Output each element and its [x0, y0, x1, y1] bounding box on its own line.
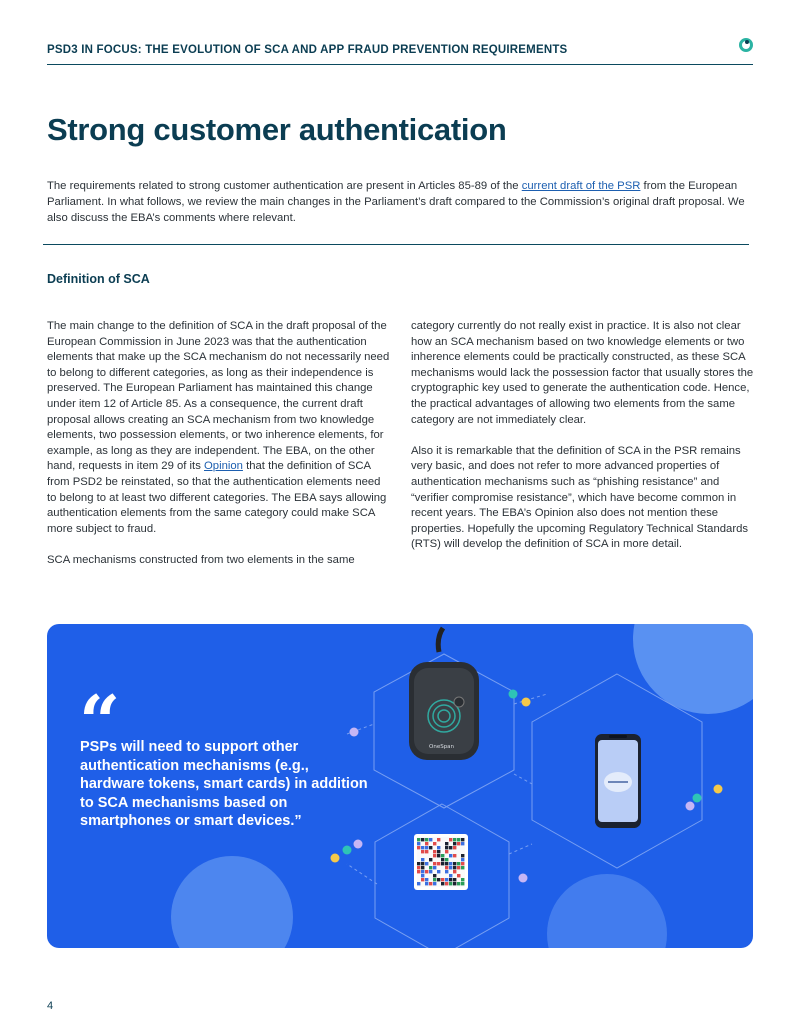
qr-cell [425, 846, 428, 849]
qr-cell [445, 842, 448, 845]
quote-mark-icon: “ [79, 679, 121, 764]
left-paragraph-2: SCA mechanisms constructed from two elements in the same [47, 553, 355, 566]
dot-yellow-2 [714, 785, 723, 794]
left-p1-text-end: that the definition of SCA from PSD2 be reinstated, so that the authentication elements need to belong to at least two different categories. The EBA says allowing authentication elements from the same category could make SCA more subject to fraud. [47, 460, 387, 535]
qr-cell [433, 842, 436, 845]
qr-cell [425, 870, 428, 873]
qr-cell [429, 838, 432, 841]
qr-cell [453, 838, 456, 841]
qr-cell [437, 838, 440, 841]
device-brand-label: OneSpan [429, 744, 455, 750]
qr-cell [421, 866, 424, 869]
qr-cell [453, 854, 456, 857]
qr-cell [453, 870, 456, 873]
qr-cell [453, 842, 456, 845]
qr-cell [437, 850, 440, 853]
dot-teal-3 [343, 846, 352, 855]
qr-cell [461, 854, 464, 857]
qr-cell [421, 878, 424, 881]
qr-cell [457, 874, 460, 877]
qr-cell [441, 854, 444, 857]
qr-cell [417, 862, 420, 865]
dot-lavender-2 [686, 802, 695, 811]
qr-cell [449, 878, 452, 881]
qr-cell [437, 870, 440, 873]
qr-cell [461, 878, 464, 881]
page-title: Strong customer authentication [47, 112, 507, 147]
qr-cell [453, 846, 456, 849]
left-paragraph-1 [47, 319, 392, 537]
qr-cell [441, 858, 444, 861]
qr-cell [437, 854, 440, 857]
dot-yellow-1 [522, 698, 531, 707]
qr-cell [445, 866, 448, 869]
intro-text-start: The requirements related to strong customer authentication are present in Articles 85-89 of the [47, 180, 522, 192]
quote-banner [47, 624, 753, 948]
qr-cell [445, 878, 448, 881]
qr-cell [417, 882, 420, 885]
qr-cell [461, 838, 464, 841]
qr-cell [457, 862, 460, 865]
qr-cell [461, 866, 464, 869]
qr-cell [425, 878, 428, 881]
qr-cell [433, 878, 436, 881]
qr-cell [449, 866, 452, 869]
onespan-logo-icon [739, 38, 753, 52]
page-number: 4 [47, 1000, 54, 1012]
page-header [47, 36, 753, 65]
section-heading: Definition of SCA [47, 272, 150, 286]
qr-cell [441, 878, 444, 881]
right-column [411, 319, 756, 569]
qr-cell [445, 846, 448, 849]
banner-quote: PSPs will need to support other authentication mechanisms (e.g., hardware tokens, smart cards) in addition to SCA mechanisms based on smartphones or smart devices.” [80, 739, 368, 829]
qr-cell [445, 882, 448, 885]
intro-text-end: from the European Parliament. In what follows, we review the main changes in the Parliament’s draft compared to the Commission’s original draft proposal. We also discuss the EBA’s comments where relevant. [47, 180, 745, 225]
section-divider [43, 244, 749, 245]
qr-cell [421, 850, 424, 853]
qr-cell [449, 874, 452, 877]
qr-cell [453, 878, 456, 881]
qr-cell [457, 838, 460, 841]
qr-cell [461, 882, 464, 885]
qr-cell [417, 866, 420, 869]
qr-cell [449, 854, 452, 857]
dot-yellow-3 [331, 854, 340, 863]
qr-cell [433, 874, 436, 877]
header-title: PSD3 IN FOCUS: THE EVOLUTION OF SCA AND APP FRAUD PREVENTION REQUIREMENTS [47, 44, 568, 56]
qr-code-card-icon [414, 834, 468, 890]
dot-lavender-4 [519, 874, 528, 883]
qr-cell [457, 866, 460, 869]
intro-paragraph [47, 178, 747, 227]
qr-cell [453, 866, 456, 869]
right-paragraph-2: Also it is remarkable that the definition of SCA in the PSR remains very basic, and does not refer to more advanced properties of authentication mechanisms such as “phishing resistance” and “verifier compromise resistance”, which have become common in recent years. The EBA’s Opinion also does not mention these properties. Hopefully the upcoming Regulatory Technical Standards (RTS) will develop the definition of SCA in more detail. [411, 444, 749, 551]
qr-cell [425, 838, 428, 841]
qr-cell [449, 882, 452, 885]
qr-cell [445, 870, 448, 873]
hardware-token-icon [409, 628, 479, 760]
qr-cell [449, 862, 452, 865]
qr-cell [425, 882, 428, 885]
qr-cell [453, 862, 456, 865]
qr-cell [417, 870, 420, 873]
qr-cell [421, 874, 424, 877]
qr-cell [425, 842, 428, 845]
qr-cell [433, 854, 436, 857]
qr-cell [429, 882, 432, 885]
qr-cell [437, 846, 440, 849]
qr-cell [445, 862, 448, 865]
qr-cell [421, 838, 424, 841]
qr-cell [449, 846, 452, 849]
eba-opinion-link[interactable]: Opinion [204, 460, 243, 473]
left-p1-text-start: The main change to the definition of SCA in the draft proposal of the European Commission in June 2023 was that the authentication elements that make up the SCA mechanism do not necessarily need to belong to different categories, as long as their independence is preserved. The European Parliament has maintained this change under item 12 of Article 85. As a consequence, the current draft proposal allows creating an SCA mechanism from two knowledge elements, two possession elements, or two inherence elements, for example, as long as they are independent. The EBA, on the other hand, requests in item 29 of its [47, 320, 390, 473]
qr-cell [461, 842, 464, 845]
smartphone-icon [595, 734, 641, 828]
qr-cell [457, 882, 460, 885]
qr-cell [437, 878, 440, 881]
qr-cell [425, 862, 428, 865]
qr-cell [429, 858, 432, 861]
qr-cell [417, 838, 420, 841]
qr-cell [425, 850, 428, 853]
qr-cell [421, 846, 424, 849]
qr-cell [445, 850, 448, 853]
qr-cell [445, 858, 448, 861]
qr-cell [433, 882, 436, 885]
qr-cell [437, 862, 440, 865]
qr-cell [421, 862, 424, 865]
qr-cell [429, 866, 432, 869]
qr-cell [421, 870, 424, 873]
qr-cell [433, 866, 436, 869]
qr-cell [417, 842, 420, 845]
qr-cell [441, 862, 444, 865]
qr-cell [429, 870, 432, 873]
qr-cell [461, 858, 464, 861]
qr-cell [449, 838, 452, 841]
qr-cell [461, 862, 464, 865]
qr-cell [453, 882, 456, 885]
qr-cell [433, 850, 436, 853]
dot-teal-1 [509, 690, 518, 699]
qr-cell [433, 862, 436, 865]
qr-cell [441, 882, 444, 885]
dot-teal-2 [693, 794, 702, 803]
qr-cell [429, 846, 432, 849]
dot-lavender-3 [354, 840, 363, 849]
qr-cell [417, 846, 420, 849]
right-paragraph-1: category currently do not really exist in practice. It is also not clear how an SCA mechanism based on two knowledge elements or two inherence elements could be practically constructed, as these SCA mechanisms would lack the possession factor that usually stores the cryptographic key used to generate the authentication code. Hence, the practical advantages of allowing two elements from the same category are not immediately clear. [411, 320, 754, 426]
left-column [47, 319, 392, 584]
dot-lavender-1 [350, 728, 359, 737]
qr-cell [457, 842, 460, 845]
qr-cell [421, 858, 424, 861]
psr-draft-link[interactable]: current draft of the PSR [521, 180, 641, 192]
